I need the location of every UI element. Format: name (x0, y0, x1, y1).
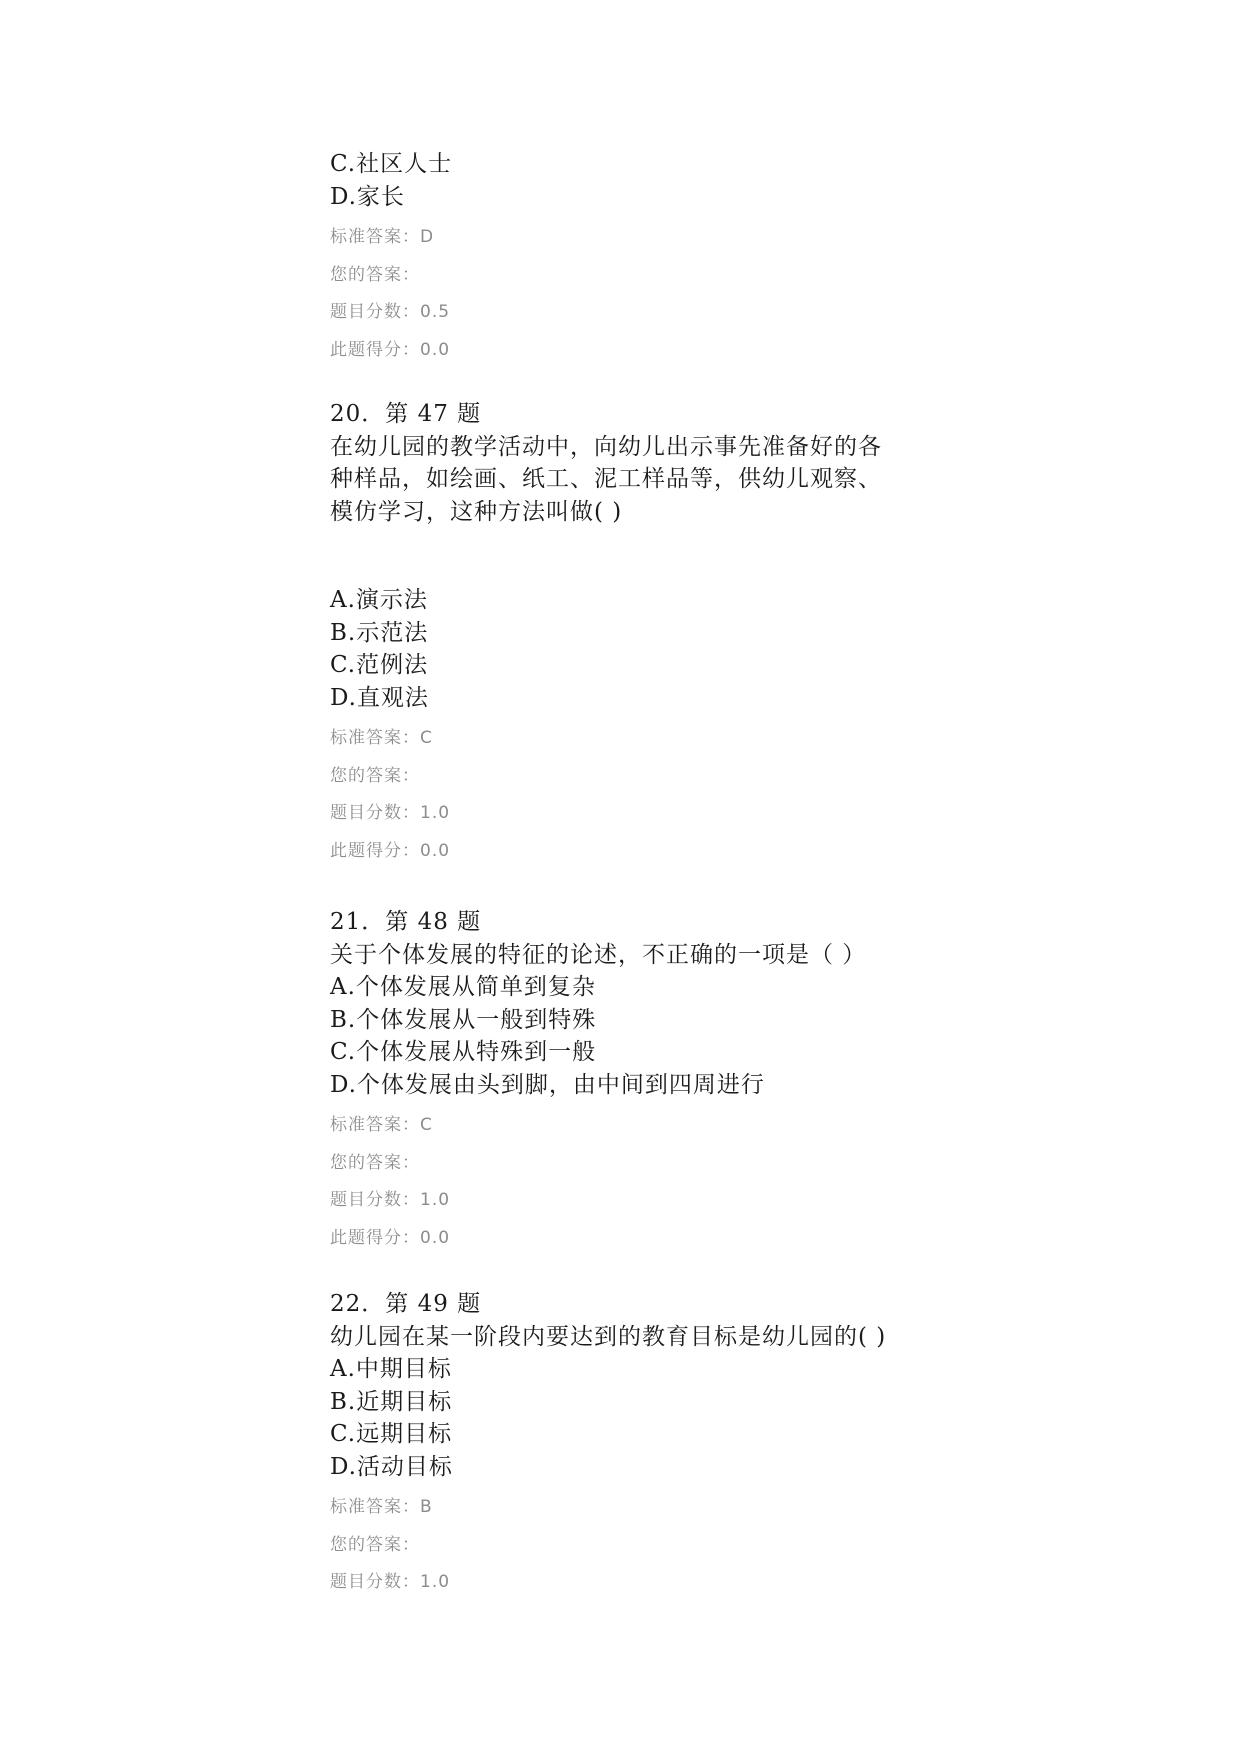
option-d: D.家长 (330, 183, 405, 210)
option-c: C.社区人士 (330, 151, 453, 177)
question-20 (330, 398, 930, 870)
question-header: 21．第 48 题 (330, 909, 482, 935)
question-21 (330, 906, 930, 1257)
standard-answer: 标准答案：C (330, 1115, 433, 1135)
option-c: C.远期目标 (330, 1421, 453, 1447)
option-b: B.近期目标 (330, 1388, 453, 1415)
standard-answer: 标准答案：C (330, 728, 433, 748)
obtained-score: 此题得分：0.0 (330, 1227, 451, 1248)
option-c: C.个体发展从特殊到一般 (330, 1039, 597, 1065)
question-stem-line: 在幼儿园的教学活动中，向幼儿出示事先准备好的各 (330, 433, 882, 460)
option-b: B.个体发展从一般到特殊 (330, 1006, 597, 1033)
option-c: C.范例法 (330, 652, 429, 678)
obtained-score: 此题得分：0.0 (330, 840, 451, 861)
standard-answer: 标准答案：D (330, 227, 435, 247)
your-answer: 您的答案： (330, 1152, 420, 1173)
option-b: B.示范法 (330, 619, 429, 646)
option-a: A.个体发展从简单到复杂 (330, 974, 596, 1000)
standard-answer: 标准答案：B (330, 1497, 433, 1517)
question-19-tail (330, 148, 930, 369)
option-a: A.中期目标 (330, 1356, 452, 1382)
question-stem-line: 关于个体发展的特征的论述，不正确的一项是（ ） (330, 941, 867, 968)
question-score: 题目分数：1.0 (330, 803, 451, 823)
question-stem-line: 种样品，如绘画、纸工、泥工样品等，供幼儿观察、 (330, 466, 882, 492)
your-answer: 您的答案： (330, 765, 420, 786)
obtained-score: 此题得分：0.0 (330, 339, 451, 360)
question-score: 题目分数：1.0 (330, 1572, 451, 1592)
question-score: 题目分数：1.0 (330, 1190, 451, 1210)
question-score: 题目分数：0.5 (330, 302, 451, 322)
question-header: 22．第 49 题 (330, 1291, 482, 1317)
your-answer: 您的答案： (330, 1534, 420, 1555)
question-22 (330, 1288, 930, 1602)
question-stem-line: 幼儿园在某一阶段内要达到的教育目标是幼儿园的( ) (330, 1323, 887, 1350)
option-d: D.活动目标 (330, 1453, 453, 1480)
option-a: A.演示法 (330, 587, 428, 613)
option-d: D.个体发展由头到脚，由中间到四周进行 (330, 1071, 765, 1098)
question-header: 20．第 47 题 (330, 401, 482, 427)
option-d: D.直观法 (330, 684, 429, 711)
your-answer: 您的答案： (330, 264, 420, 285)
question-stem-line: 模仿学习，这种方法叫做( ) (330, 498, 623, 525)
